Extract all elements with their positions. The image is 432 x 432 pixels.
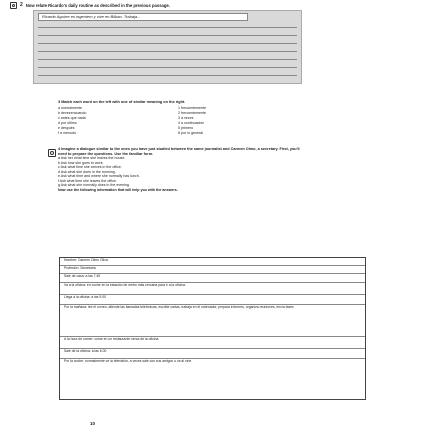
match-item-right: 3 a veces [178, 115, 194, 120]
table-row [60, 305, 365, 337]
match-item-right: 1 frecuentemente [178, 106, 206, 110]
writing-prompt: Ricardo Aguirre es ingeniero y vive en Bilbao. Trabaja... [38, 13, 248, 21]
page-number: 10 [90, 421, 96, 426]
match-item-right: 5 primero [178, 125, 194, 130]
writing-line [38, 67, 297, 68]
writing-line [38, 43, 297, 44]
table-row [60, 283, 365, 295]
table-cell: Llega a la oficina: a las 9.00 [64, 295, 107, 299]
match-item-right: 4 a continuación [178, 120, 205, 125]
table-row [60, 349, 365, 359]
table-row [60, 266, 365, 274]
table-cell: Por la mañana: lee el correo, atiende las llamadas telefónicas, escribe cartas, trabaja en el ordenador, prepara informes, organiza reuniones, envía faxes [64, 305, 294, 309]
audio-icon [10, 2, 17, 9]
table-cell: Va a la oficina: en coche en la estación de metro más cercana para ir a la oficina. [64, 283, 186, 287]
table-row [60, 295, 365, 305]
writing-area[interactable] [33, 10, 302, 84]
writing-line [38, 27, 297, 28]
table-cell: Sale de la oficina: a las 6.00 [64, 349, 107, 353]
writing-line [38, 51, 297, 52]
audio-icon [48, 149, 56, 157]
table-cell: A la hora de comer: come en un restaurante cerca de la oficina [64, 337, 159, 341]
match-item-left: f a menudo [58, 130, 76, 135]
exercise-instruction: Now relate Ricardo's daily routine as described in the previous passage. [25, 2, 170, 8]
writing-line [38, 75, 297, 76]
exercise-number: 4 [58, 147, 61, 151]
exercise-4 [58, 147, 306, 192]
writing-line [38, 35, 297, 36]
question-item: c Ask what time she arrives in the office. [58, 165, 122, 170]
table-row [60, 258, 365, 266]
match-item-left: d por último [58, 120, 77, 125]
question-item: a Ask her what time she leaves the house. [58, 156, 126, 161]
question-item: e Ask what time and where she normally has lunch. [58, 174, 140, 179]
right-column [178, 106, 298, 135]
table-cell: Por la noche: normalmente ve la televisión, a veces sale con sus amigos o va al cine [64, 359, 192, 363]
question-item: g Ask what she normally does in the evening. [58, 183, 130, 188]
question-item: b Ask how she goes to work. [58, 160, 104, 165]
instruction-text: Now use the following information that will help you with the answers. [58, 187, 178, 192]
exercise-2-header [10, 1, 420, 9]
exercise-number: 3 [58, 100, 61, 104]
table-row [60, 337, 365, 349]
exercise-number: 2 [20, 2, 23, 8]
table-row [60, 359, 365, 399]
match-item-left: b devezencuando [58, 110, 87, 115]
match-item-left: c antes que nada [58, 115, 86, 120]
match-item-left: e después [58, 125, 75, 130]
exercise-3-title [58, 100, 298, 105]
exercise-instruction: Imagine a dialogue similar to the ones you have just studied between the same journalist and Carmen Olmo, a secretary. First, you'll need to prepare the questions. Use the familiar form. [58, 147, 300, 156]
match-item-right: 6 por lo general [178, 130, 203, 135]
exercise-4-intro [58, 147, 306, 156]
info-table [59, 257, 366, 400]
match-item-left: a normalmente [58, 106, 82, 110]
table-cell: Nombre: Carmen Olmo Oliva [64, 258, 108, 262]
writing-line [38, 59, 297, 60]
left-column [58, 106, 178, 135]
table-cell: Sale de casa: a las 7.45 [64, 274, 101, 278]
exercise-3 [58, 100, 298, 135]
question-item: d Ask what she does in the morning. [58, 169, 116, 174]
exercise-instruction: Match each word on the left with one of similar meaning on the right. [61, 100, 186, 104]
question-item: f Ask what time she leaves the office. [58, 178, 117, 183]
table-cell: Profesión: Secretaria [64, 266, 96, 270]
match-item-right: 2 frecuentemente [178, 110, 206, 115]
table-row [60, 274, 365, 283]
